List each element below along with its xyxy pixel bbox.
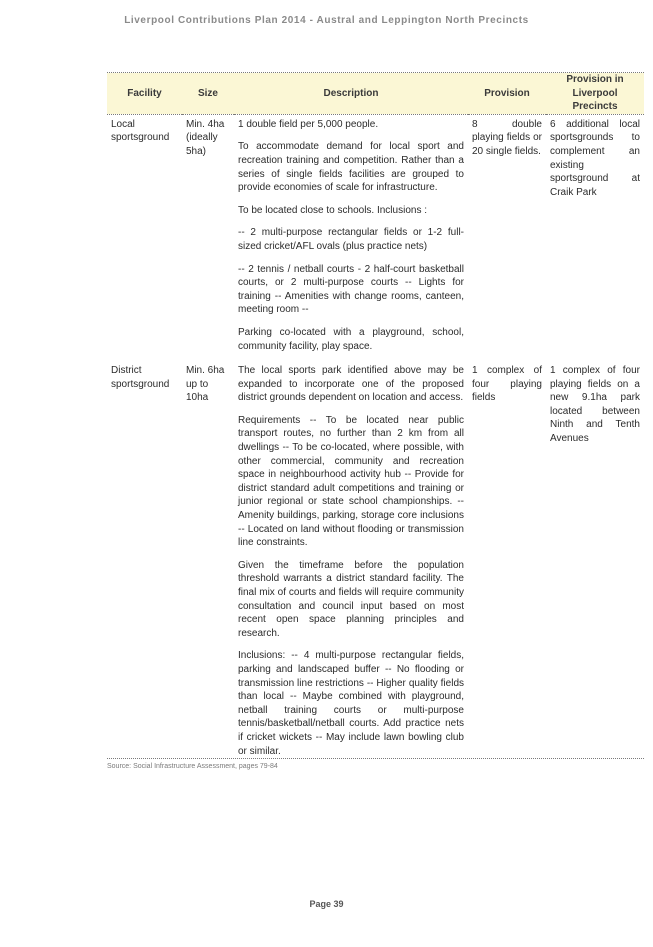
column-header-provision: Provision xyxy=(468,73,546,114)
column-header-description: Description xyxy=(234,73,468,114)
cell-provision-liverpool: 1 complex of four playing fields on a new 9.1ha park located between Ninth and Tenth Avenues xyxy=(550,365,640,445)
description-paragraph: Given the timeframe before the population threshold warrants a district standard facility. The final mix of courts and fields will require community consultation and council input based on most recent open space planning principles and research. xyxy=(238,559,464,639)
cell-size: Min. 4ha (ideally 5ha) xyxy=(186,118,225,157)
description-paragraph: Inclusions: -- 4 multi-purpose rectangular fields, parking and landscaped buffer -- No flooding or transmission line restrictions -- Higher quality fields than local -- Maybe combined with playground, netball training courts or multi-purpose tennis/basketball/netball courts. Add practice nets if cricket wickets -- May include lawn bowling club or similar. xyxy=(238,650,464,757)
cell-provision-liverpool: 6 additional local sportsgrounds to complement an existing sportsground at Craik Park xyxy=(550,118,640,198)
cell-provision: 1 complex of four playing fields xyxy=(472,365,542,404)
page-number: Page 39 xyxy=(309,899,344,909)
column-header-provision-liverpool: Provision in Liverpool Precincts xyxy=(546,73,644,114)
table-bottom-rule xyxy=(107,758,644,759)
description-paragraph: Requirements -- To be located near public transport routes, no further than 2 km from all dwellings -- To be co-located, where possible, with other commercial, community and recreation space in neighbourhood activity hub -- Provide for district standard adult competitions and training or junior regional or state school championships. -- Amenity buildings, parking, storage core inclusions -- Located on land without flooding or transmission line constraints. xyxy=(238,414,464,549)
table-header xyxy=(107,73,644,114)
cell-facility: Local sportsground xyxy=(111,118,170,144)
column-header-size: Size xyxy=(182,73,234,114)
description-paragraph: -- 2 tennis / netball courts - 2 half-court basketball courts, or 2 multi-purpose courts -- Lights for training -- Amenities with change rooms, canteen, meeting room -- xyxy=(238,263,464,316)
cell-facility: District sportsground xyxy=(111,365,170,390)
cell-provision: 8 double playing fields or 20 single fields. xyxy=(472,118,542,157)
facility-table-container xyxy=(107,72,644,766)
description-paragraph: To accommodate demand for local sport and recreation training and competition. Rather than a series of single fields facilities are grouped to provide economies of scale for infrastructure. xyxy=(238,141,464,194)
source-note: Source: Social Infrastructure Assessment, pages 79-84 xyxy=(107,763,278,770)
description-paragraph: To be located close to schools. Inclusions : xyxy=(238,204,427,216)
description-paragraph: The local sports park identified above may be expanded to incorporate one of the proposed district grounds dependent on location and access. xyxy=(238,365,464,404)
table-row xyxy=(107,114,644,361)
document-header-title: Liverpool Contributions Plan 2014 - Austral and Leppington North Precincts xyxy=(124,15,529,26)
table-row xyxy=(107,361,644,766)
description-paragraph: Parking co-located with a playground, school, community facility, play space. xyxy=(238,326,464,352)
cell-size: Min. 6ha up to 10ha xyxy=(186,365,225,404)
description-paragraph: -- 2 multi-purpose rectangular fields or 1-2 full-sized cricket/AFL ovals (plus practice nets) xyxy=(238,227,464,252)
description-paragraph: 1 double field per 5,000 people. xyxy=(238,118,379,130)
cell-description xyxy=(234,114,468,361)
column-header-facility: Facility xyxy=(107,73,182,114)
facility-table xyxy=(107,73,644,766)
cell-description xyxy=(234,361,468,766)
